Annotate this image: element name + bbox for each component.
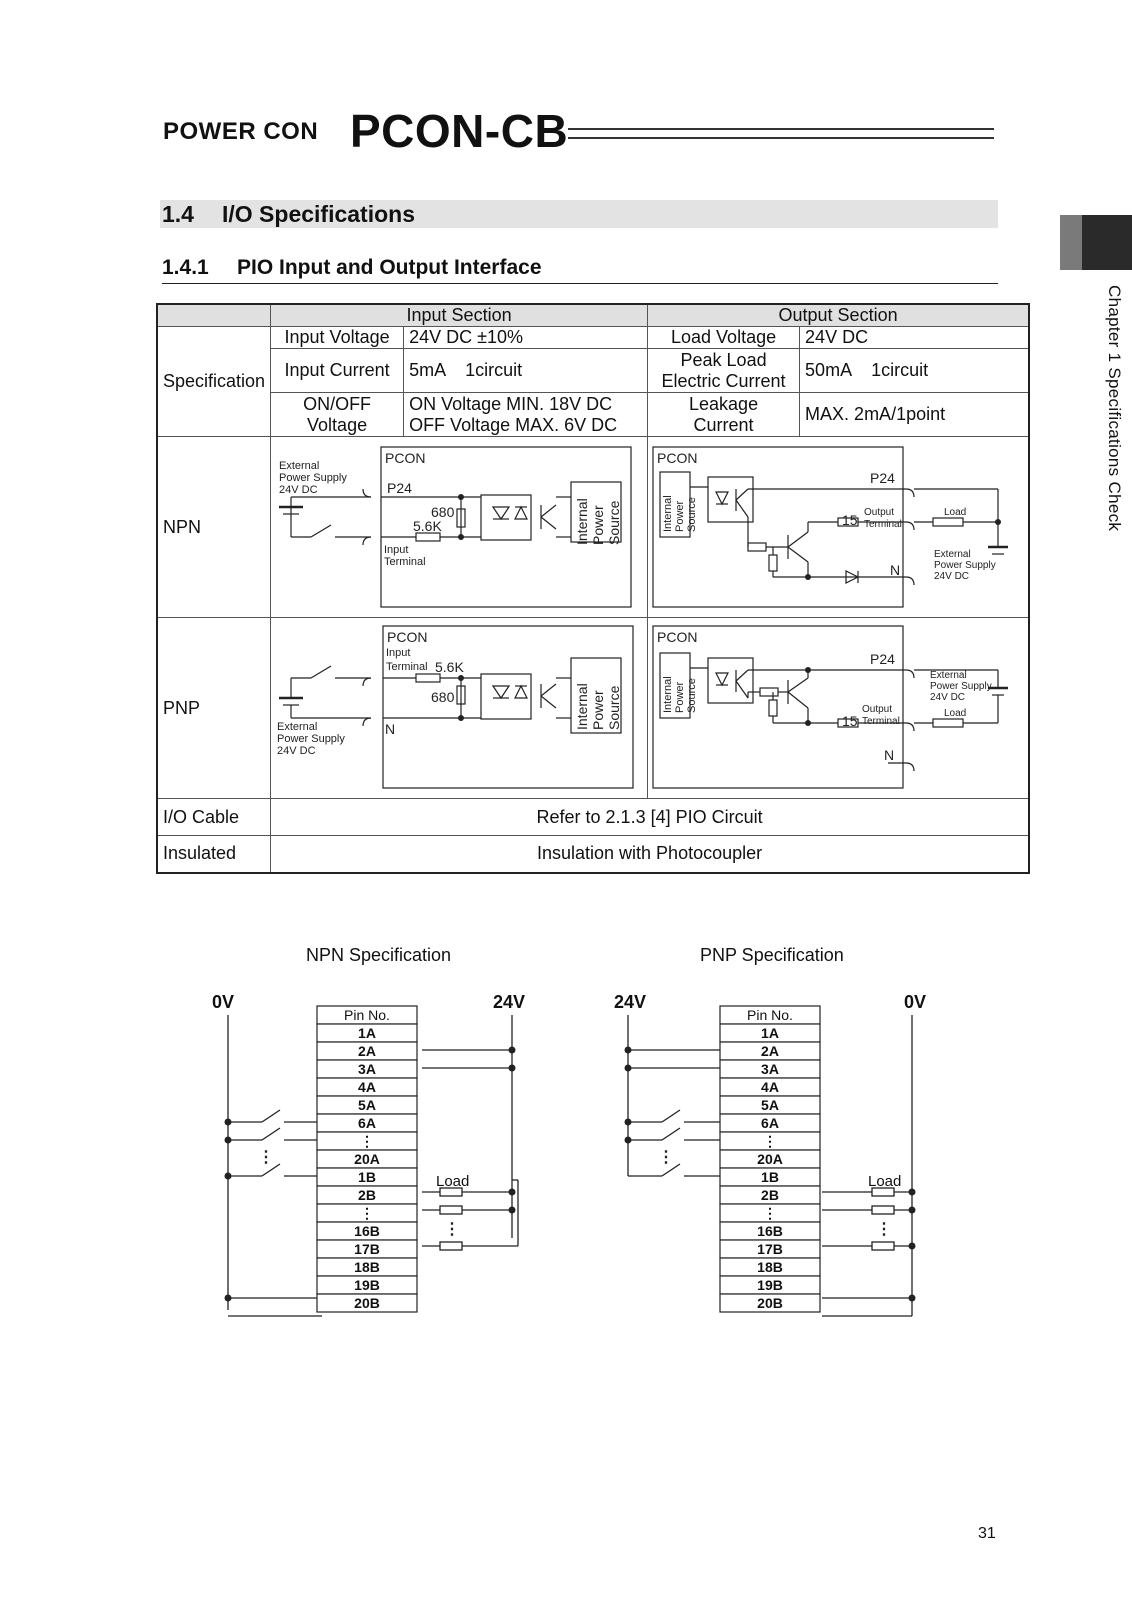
cell-line: OFF Voltage MAX. 6V DC [409,414,618,435]
internal-source-label: Internal [662,676,675,713]
pin-label: 20B [354,1295,380,1311]
pin-label: ⋮ [763,1205,777,1221]
pin-label: 17B [757,1241,783,1257]
cell-line: Electric Current [661,370,786,391]
output-terminal-label: Terminal [864,519,902,530]
table-cell [404,393,648,437]
table-cell [648,349,800,393]
pin-label: ⋮ [763,1133,777,1149]
npn-row-label: NPN [157,437,271,618]
ext-supply-label: 24V DC [277,745,316,757]
p24-label: P24 [870,470,895,486]
pnp-wiring-diagram [614,945,926,1316]
pnp-24v-label: 24V [614,992,647,1012]
npn-input-diagram [271,437,647,617]
pin-label: 2B [761,1187,779,1203]
internal-source-label: Power [590,690,607,730]
table-cell: 50mA 1circuit [800,349,1030,393]
chapter-side-label: Chapter 1 Specifications Check [1105,285,1124,532]
npn-input-circuit [271,437,648,618]
header-rule [568,137,994,139]
ext-supply-label: 24V DC [279,484,318,496]
table-cell: Load Voltage [648,327,800,349]
resistor-label: 680 [431,689,455,705]
pnp-spec-title: PNP Specification [700,945,844,965]
pcon-label: PCON [657,629,698,645]
pcon-label: PCON [385,450,426,466]
cell-line: Current [693,414,754,435]
internal-source-label: Source [686,678,699,713]
cell-line: Voltage [307,414,368,435]
svg-text:⋮: ⋮ [876,1221,892,1238]
table-cell: 5mA 1circuit [404,349,648,393]
pin-label: 20B [757,1295,783,1311]
chapter-tab-accent [1060,215,1082,270]
pin-label: 17B [354,1241,380,1257]
npn-spec-title: NPN Specification [306,945,452,965]
n-label: N [385,721,396,737]
ext-supply-label: Power Supply [277,733,345,745]
pin-label: 3A [358,1061,376,1077]
subsection-heading [162,256,998,284]
pin-label: ⋮ [360,1133,374,1149]
pin-label: 2A [761,1043,779,1059]
pin-header: Pin No. [344,1007,390,1023]
pin-label: 1A [358,1025,376,1041]
pin-wiring-diagrams [200,940,980,1330]
output-terminal-label: Output [862,704,893,715]
pnp-0v-label: 0V [904,992,927,1012]
npn-output-circuit [648,437,1030,618]
table-corner [157,304,271,327]
p24-label: P24 [387,480,412,496]
pin-label: 5A [761,1097,779,1113]
pnp-output-diagram [648,618,1028,798]
ext-supply-label: External [277,721,318,733]
npn-0v-label: 0V [212,992,235,1012]
pin-label: 1B [358,1169,376,1185]
section-number: 1.4 [162,201,194,227]
internal-source-label: Power [590,505,607,545]
cell-line: Peak Load [680,349,767,370]
svg-text:⋮: ⋮ [658,1149,674,1166]
npn-output-diagram [648,437,1028,617]
table-cell [648,393,800,437]
internal-source-label: Source [686,497,699,532]
npn-wiring-diagram [212,945,525,1316]
svg-text:⋮: ⋮ [444,1221,460,1238]
pin-label: 2B [358,1187,376,1203]
io-cable-label: I/O Cable [157,799,271,836]
p24-label: P24 [870,651,895,667]
pin-label: 6A [761,1115,779,1131]
svg-text:⋮: ⋮ [258,1149,274,1166]
header-rule [568,128,994,130]
io-spec-table [156,303,1030,874]
cell-line: Leakage [689,393,759,414]
table-cell: Input Voltage [271,327,404,349]
pin-label: ⋮ [360,1205,374,1221]
insulated-value: Insulation with Photocoupler [271,836,1030,873]
internal-source-label: Power [674,500,687,532]
internal-source-label: Source [606,500,623,545]
pcon-label: PCON [657,450,698,466]
table-cell: Input Current [271,349,404,393]
pin-label: 20A [757,1151,783,1167]
pnp-output-circuit [648,618,1030,799]
ext-supply-label: External [279,460,320,472]
load-label: Load [944,708,967,719]
resistor-label: 5.6K [435,659,464,675]
section-title: I/O Specifications [222,201,415,227]
pin-label: 4A [358,1079,376,1095]
pnp-pin-table [720,1006,820,1312]
pin-label: 4A [761,1079,779,1095]
page-number: 31 [978,1525,996,1542]
load-label: Load [944,507,967,518]
spec-row-label: Specification [157,327,271,437]
npn-24v-label: 24V [493,992,526,1012]
input-terminal-label: Input [384,544,409,556]
n-label: N [890,562,901,578]
internal-source-label: Internal [574,683,591,730]
insulated-label: Insulated [157,836,271,873]
pnp-load-label: Load [868,1173,902,1190]
pin-header: Pin No. [747,1007,793,1023]
ext-supply-label: External [930,670,967,681]
ext-supply-label: Power Supply [934,560,996,571]
brand-model-title: PCON-CB [350,105,569,157]
internal-source-label: Power [674,681,687,713]
table-cell: 24V DC ±10% [404,327,648,349]
resistor-label: 5.6K [413,518,442,534]
subsection-number: 1.4.1 [162,256,209,279]
input-terminal-label: Terminal [386,661,428,673]
pin-label: 18B [757,1259,783,1275]
pin-label: 6A [358,1115,376,1131]
pin-label: 18B [354,1259,380,1275]
pcon-label: PCON [387,629,428,645]
cell-line: ON Voltage MIN. 18V DC [409,393,613,414]
pin-label: 16B [354,1223,380,1239]
pin-number-label: 15 [842,512,858,528]
pin-label: 19B [757,1277,783,1293]
output-section-header: Output Section [648,304,1030,327]
subsection-title: PIO Input and Output Interface [237,256,542,279]
pin-label: 2A [358,1043,376,1059]
internal-source-label: Internal [574,498,591,545]
pin-label: 5A [358,1097,376,1113]
input-terminal-label: Input [386,647,411,659]
brand-series-label: POWER CON [163,118,319,145]
pin-number-label: 15 [842,713,858,729]
pin-label: 3A [761,1061,779,1077]
ext-supply-label: External [934,549,971,560]
cell-line: ON/OFF [303,393,372,414]
internal-source-label: Source [606,685,623,730]
output-terminal-label: Output [864,507,895,518]
pin-label: 20A [354,1151,380,1167]
table-cell: MAX. 2mA/1point [800,393,1030,437]
pin-label: 1A [761,1025,779,1041]
pnp-input-circuit [271,618,648,799]
ext-supply-label: 24V DC [930,692,966,703]
pin-label: 16B [757,1223,783,1239]
table-cell: 24V DC [800,327,1030,349]
ext-supply-label: Power Supply [930,681,992,692]
ext-supply-label: Power Supply [279,472,347,484]
section-heading [160,200,998,228]
input-terminal-label: Terminal [384,556,426,568]
ext-supply-label: 24V DC [934,571,970,582]
resistor-label: 680 [431,504,455,520]
pnp-row-label: PNP [157,618,271,799]
output-terminal-label: Terminal [862,716,900,727]
n-label: N [884,747,895,763]
npn-pin-table [317,1006,417,1312]
table-cell [271,393,404,437]
pin-label: 1B [761,1169,779,1185]
io-cable-value: Refer to 2.1.3 [4] PIO Circuit [271,799,1030,836]
pnp-input-diagram [271,618,647,798]
npn-load-label: Load [436,1173,470,1190]
input-section-header: Input Section [271,304,648,327]
internal-source-label: Internal [662,495,675,532]
pin-label: 19B [354,1277,380,1293]
